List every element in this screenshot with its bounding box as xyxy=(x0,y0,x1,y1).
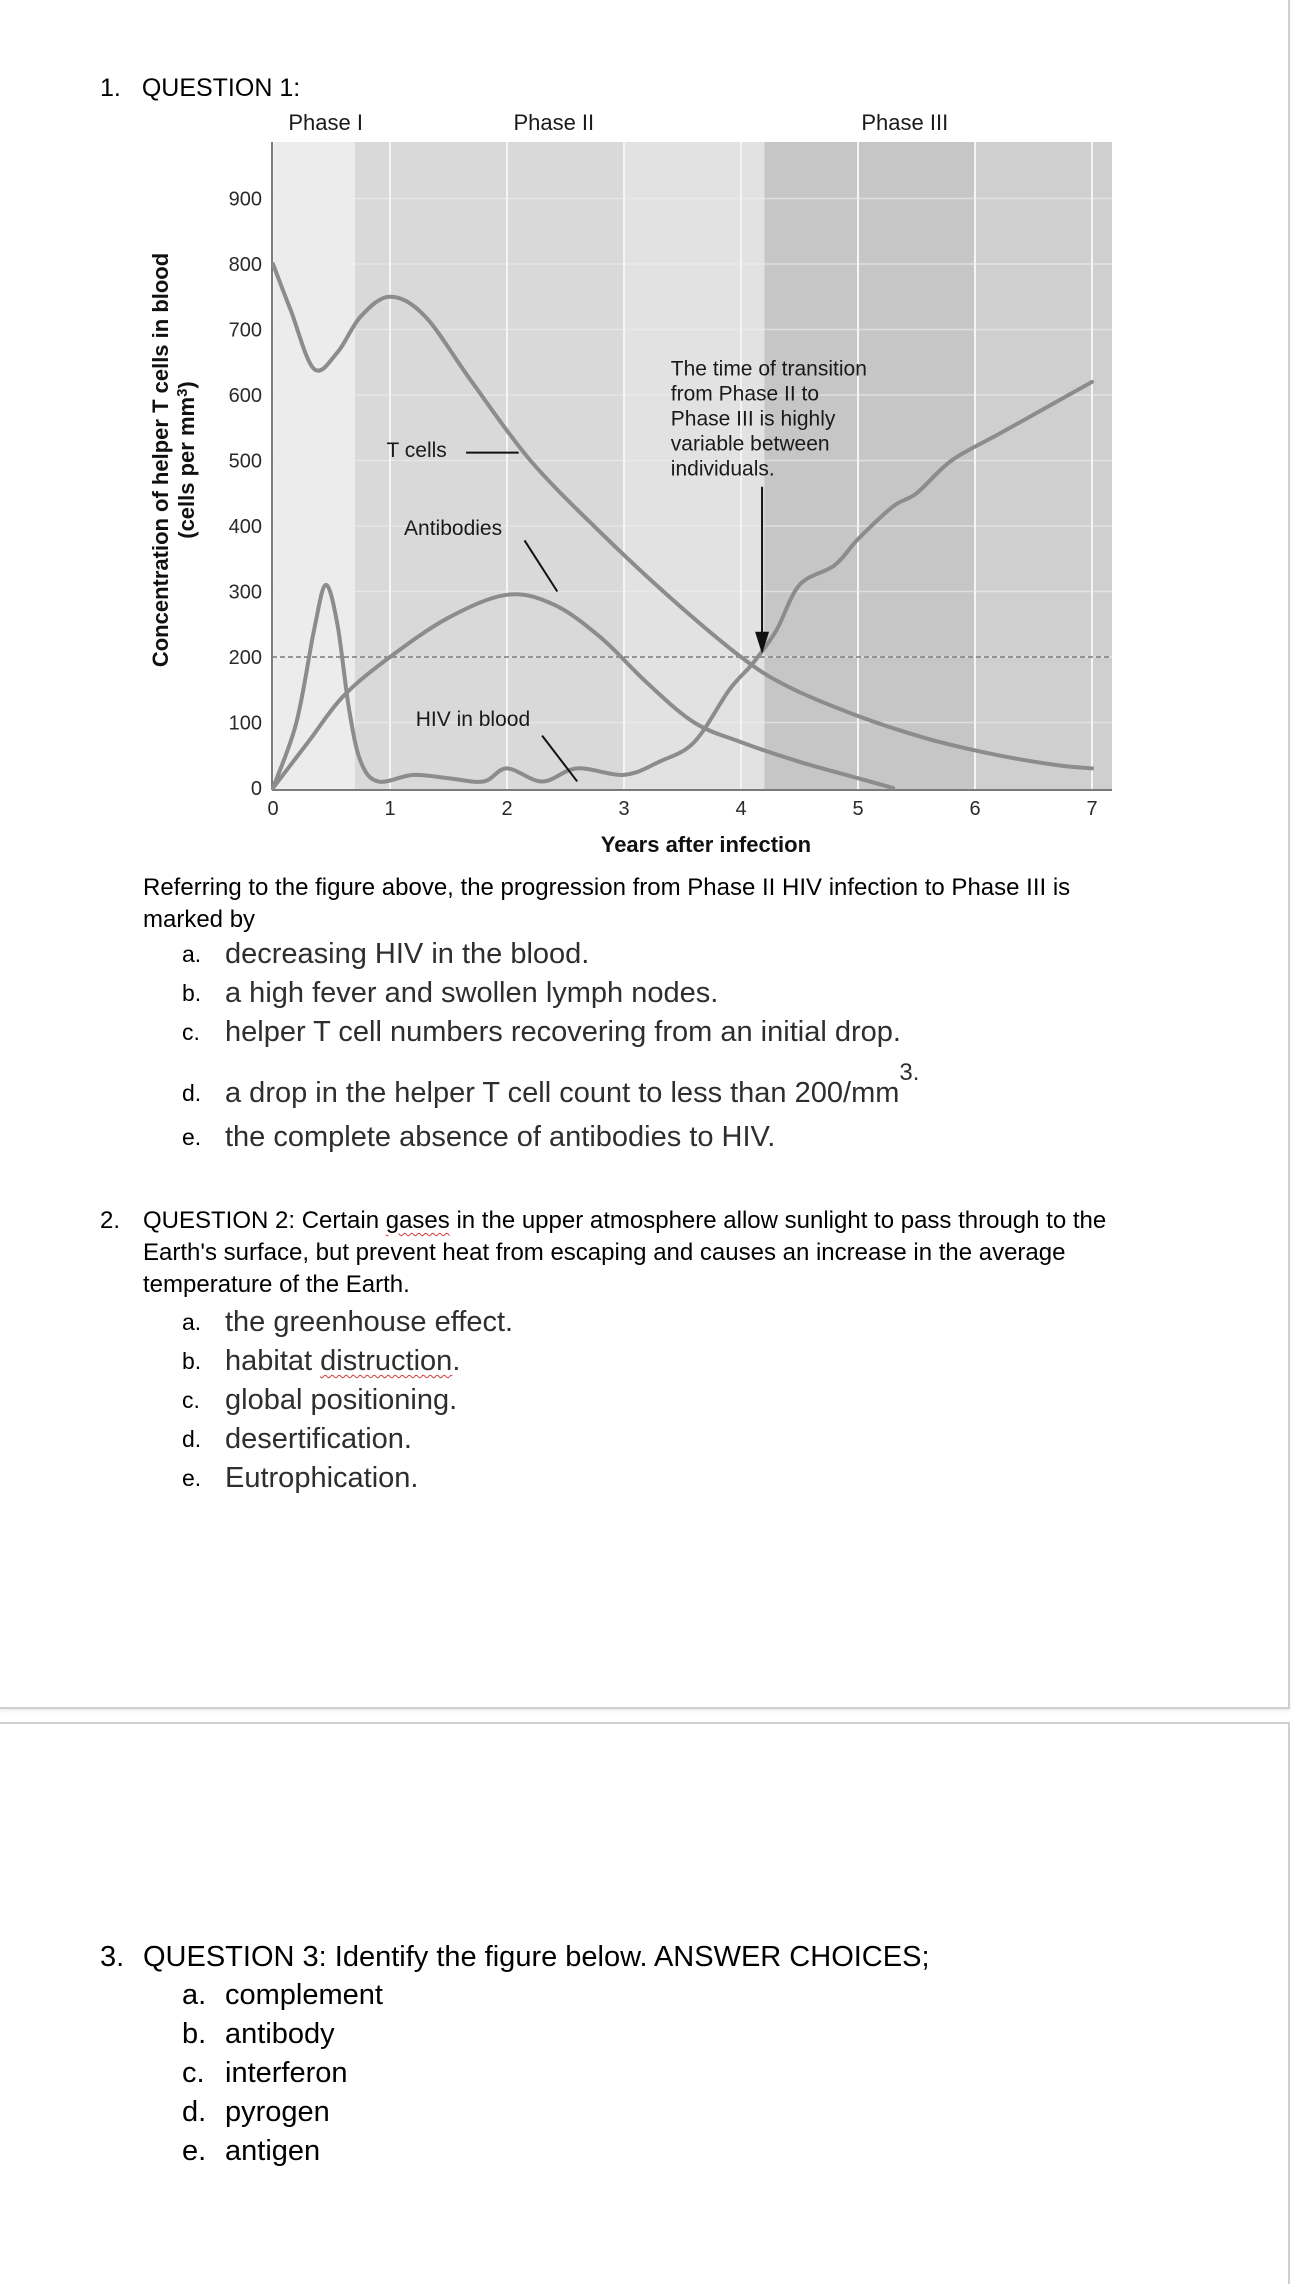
phase-label: Phase III xyxy=(861,110,949,135)
x-tick-label: 3 xyxy=(618,798,630,820)
spellcheck-word[interactable]: gases xyxy=(385,1207,450,1234)
phase-band xyxy=(273,142,355,790)
question-2-number: 2. xyxy=(100,1207,121,1234)
y-tick-label: 800 xyxy=(228,254,262,276)
x-tick-label: 1 xyxy=(384,798,396,820)
x-tick-label: 6 xyxy=(969,798,981,820)
x-tick-label: 4 xyxy=(735,798,747,820)
y-tick-label: 700 xyxy=(228,319,262,342)
annotation-antibodies: Antibodies xyxy=(404,517,503,541)
x-axis-title: Years after infection xyxy=(600,832,812,857)
y-tick-label: 900 xyxy=(228,188,262,211)
y-tick-label: 500 xyxy=(228,450,262,473)
question-1-title: QUESTION 1: xyxy=(141,74,301,102)
y-tick-label: 300 xyxy=(228,581,262,604)
y-tick-label: 0 xyxy=(250,778,262,800)
y-tick-label: 100 xyxy=(228,712,262,735)
x-tick-label: 0 xyxy=(267,798,279,820)
spellcheck-word[interactable]: distruction xyxy=(320,1345,453,1377)
annotation-hiv-in-blood: HIV in blood xyxy=(415,707,531,731)
question-3-text: QUESTION 3: Identify the figure below. ANSWER CHOICES; xyxy=(143,1941,930,1973)
y-tick-label: 200 xyxy=(228,647,262,669)
superscript: 3. xyxy=(899,1059,920,1086)
y-axis-title: Concentration of helper T cells in blood xyxy=(148,252,173,668)
phase-label: Phase II xyxy=(513,110,595,135)
document-page-1: 1. QUESTION 1: 0 1 2 3 4 5 6 7 0 100 200 300 400 500 600 700 800 900 Phase I Phase II Phase III Years after infection Concentration of helper T cells in blood (cells per $mm^3$) T cells Antibodies HIV in blood The time of transition from Phase II to Phase III is highly variable between individuals. Referring to the figure above, the progression from Phase II HIV infection to Phase III is marked by a. decreasing HIV in the blood. b. a high fever and swollen lymph nodes. c. helper T cell numbers recovering from an initial drop. d. a drop in the helper T cell count to less than $200/mm^{3.}$ e. the complete absence of antibodies to HIV. 2. QUESTION 2: Certain gases in the upper atmosphere allow sunlight to pass through to the Earth's surface, but prevent heat from escaping and causes an increase in the average temperature of the Earth. a. the greenhouse effect. b. habitat distruction. c. global positioning. d. desertification. e. Eutrophication. xyxy=(0,0,1290,1709)
question-1-prompt: Referring to the figure above, the progression from Phase II HIV infection to Phase III is marked by xyxy=(143,874,1071,933)
hiv-progression-chart xyxy=(140,100,1140,870)
annotation-transition-note: The time of transition from Phase II to Phase III is highly variable between individuals. xyxy=(670,357,867,481)
x-tick-label: 7 xyxy=(1086,798,1098,820)
y-tick-label: 600 xyxy=(228,385,262,407)
question-1-number: 1. xyxy=(100,74,121,102)
y-tick-label: 400 xyxy=(228,516,262,538)
x-tick-label: 2 xyxy=(501,798,513,820)
phase-label: Phase I xyxy=(288,110,363,135)
annotation-t-cells: T cells xyxy=(386,439,447,463)
x-tick-label: 5 xyxy=(852,798,864,820)
question-2-text: QUESTION 2: Certain gases in the upper atmosphere allow sunlight to pass through to the Earth's surface, but prevent heat from escaping and causes an increase in the average temperature of the Earth. xyxy=(143,1207,1107,1298)
question-3-number: 3. xyxy=(100,1941,125,1973)
y-axis-units: (cells per $mm^3$) xyxy=(174,381,199,539)
document-page-2: 3. QUESTION 3: Identify the figure below. ANSWER CHOICES; a. complement b. antibody c. interferon d. pyrogen e. antigen xyxy=(0,1722,1290,2284)
